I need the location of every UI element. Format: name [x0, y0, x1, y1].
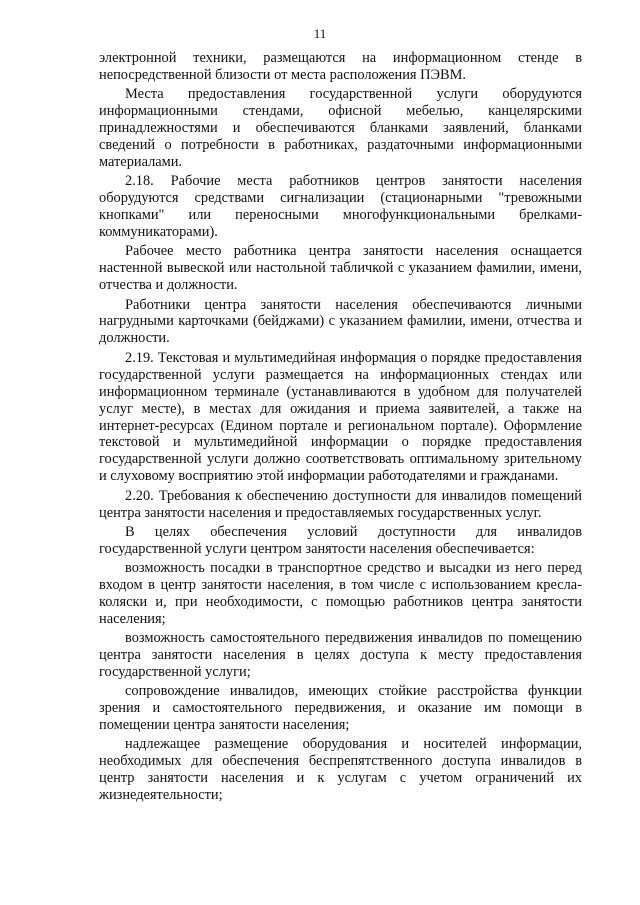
paragraph: электронной техники, размещаются на информационном стенде в непосредственной близости от места расположения ПЭВМ.: [99, 50, 582, 83]
paragraph: 2.19. Текстовая и мультимедийная информация о порядке предоставления государственной услуги размещается на информационных стендах или информационном терминале (устанавливаются в удобном для получателей услуг месте), в местах для ожидания и приема заявителей, а также на интернет-ресурсах (Едином портале и региональном портале). Оформление текстовой и мультимедийной информации о порядке предоставления государственной услуги должно соответствовать оптимальному зрительному и слуховому восприятию этой информации работодателями и гражданами.: [99, 349, 582, 485]
paragraph: Работники центра занятости населения обеспечиваются личными нагрудными карточками (бейджами) с указанием фамилии, имени, отчества и должности.: [99, 296, 582, 347]
paragraph: Рабочее место работника центра занятости населения оснащается настенной вывеской или настольной табличкой с указанием фамилии, имени, отчества и должности.: [99, 243, 582, 294]
paragraph: В целях обеспечения условий доступности для инвалидов государственной услуги центром занятости населения обеспечивается:: [99, 523, 582, 557]
page-number: 11: [313, 26, 327, 41]
paragraph: надлежащее размещение оборудования и носителей информации, необходимых для обеспечения беспрепятственного доступа инвалидов в центр занятости населения и к услугам с учетом ограничений их жизнедеятельности;: [99, 736, 582, 804]
paragraph: возможность самостоятельного передвижения инвалидов по помещению центра занятости населения в целях доступа к месту предоставления государственной услуги;: [99, 630, 582, 681]
paragraph: сопровождение инвалидов, имеющих стойкие расстройства функции зрения и самостоятельного передвижения, и оказание им помощи в помещении центра занятости населения;: [99, 683, 582, 734]
document-body: [99, 50, 582, 807]
paragraph: 2.18. Рабочие места работников центров занятости населения оборудуются средствами сигнализации (стационарными "тревожными кнопками" или переносными многофункциональными брелками-коммуникаторами).: [99, 173, 582, 241]
paragraph: возможность посадки в транспортное средство и высадки из него перед входом в центр занятости населения, в том числе с использованием кресла-коляски и, при необходимости, с помощью работников центра занятости населения;: [99, 560, 582, 627]
paragraph: 2.20. Требования к обеспечению доступности для инвалидов помещений центра занятости населения и предоставляемых государственных услуг.: [99, 487, 582, 521]
paragraph: Места предоставления государственной услуги оборудуются информационными стендами, офисной мебелью, канцелярскими принадлежностями и обеспечиваются бланками заявлений, бланками сведений о потребности в работниках, раздаточными информационными материалами.: [99, 86, 582, 171]
